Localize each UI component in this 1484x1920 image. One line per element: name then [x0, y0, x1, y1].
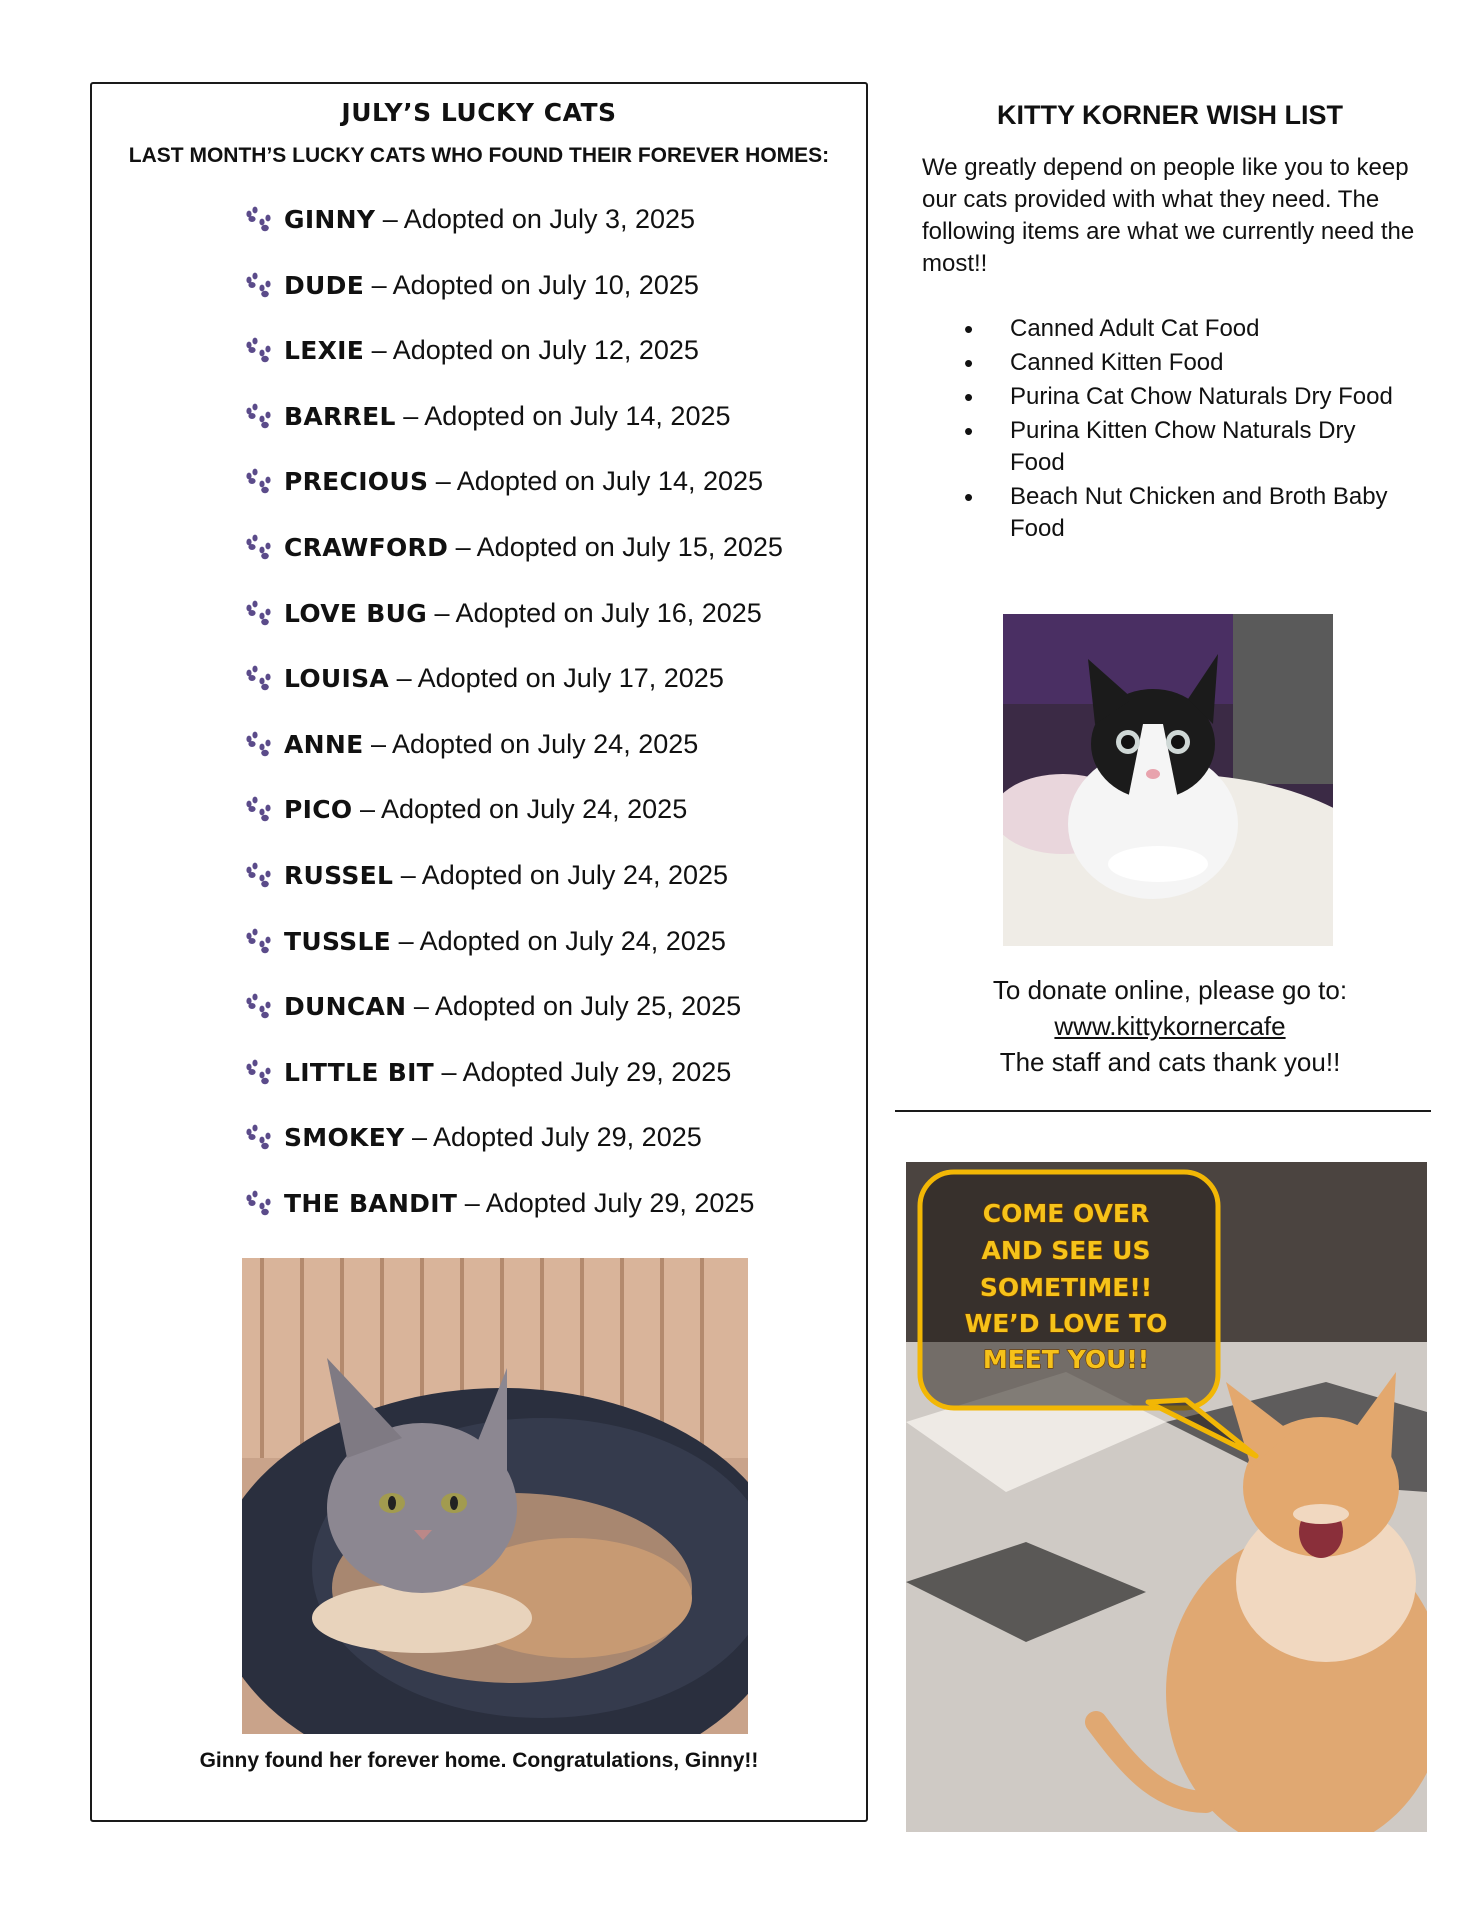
adoption-item: [244, 1186, 783, 1252]
bubble-line: AND SEE US: [981, 1236, 1151, 1265]
cat-name: THE BANDIT: [284, 1188, 458, 1218]
wish-list-item: • Canned Kitten Food: [1010, 347, 1410, 379]
adoption-date: – Adopted on July 3, 2025: [375, 204, 696, 234]
adoption-item: [244, 924, 783, 990]
adoption-date: – Adopted on July 15, 2025: [448, 531, 783, 562]
adoption-item: [244, 858, 783, 924]
adoption-list: [244, 202, 783, 1252]
ginny-caption: Ginny found her forever home. Congratulations, Ginny!!: [199, 1749, 759, 1772]
bubble-line: MEET YOU!!: [982, 1345, 1150, 1374]
section-divider: [895, 1110, 1431, 1112]
orange-cat-photo: [906, 1162, 1427, 1832]
paw-print-icon: [244, 731, 274, 759]
adoption-date: – Adopted July 29, 2025: [434, 1056, 732, 1087]
wish-list-title: KITTY KORNER WISH LIST: [996, 100, 1343, 130]
adoption-item: [244, 202, 783, 268]
cat-name: GINNY: [284, 205, 376, 234]
adoption-item: [244, 727, 783, 793]
adoption-item: [244, 268, 783, 334]
paw-print-icon: [244, 665, 274, 693]
paw-print-icon: [244, 534, 274, 562]
lucky-cats-title: JULY’S LUCKY CATS: [341, 98, 617, 127]
adoption-item: [244, 530, 783, 596]
adoption-date: – Adopted on July 24, 2025: [363, 728, 699, 759]
adoption-date: – Adopted on July 14, 2025: [395, 400, 731, 431]
ginny-cat-photo: [242, 1258, 748, 1734]
adoption-date: – Adopted on July 24, 2025: [393, 859, 729, 890]
paw-print-icon: [244, 272, 274, 300]
wish-list-item: • Canned Adult Cat Food: [1010, 313, 1410, 345]
thanks-text: The staff and cats thank you!!: [999, 1047, 1341, 1077]
paw-print-icon: [244, 1190, 274, 1218]
adoption-date: – Adopted on July 10, 2025: [364, 269, 699, 300]
paw-print-icon: [244, 796, 274, 824]
cat-name: DUNCAN: [284, 992, 407, 1022]
kitten-photo: [1003, 614, 1333, 946]
paw-print-icon: [244, 1059, 274, 1087]
donate-link[interactable]: www.kittykornercafe: [1054, 1011, 1286, 1041]
donate-text: To donate online, please go to:: [992, 975, 1348, 1005]
wish-list: [1010, 313, 1410, 547]
cat-name: DUDE: [284, 270, 365, 300]
paw-print-icon: [244, 403, 274, 431]
adoption-item: [244, 399, 783, 465]
adoption-date: – Adopted on July 24, 2025: [352, 794, 688, 825]
donate-block: [900, 972, 1440, 1080]
lucky-cats-subtitle: LAST MONTH’S LUCKY CATS WHO FOUND THEIR FOREVER HOMES:: [128, 144, 830, 167]
adoption-item: [244, 792, 783, 858]
cat-name: LEXIE: [284, 336, 365, 366]
adoption-item: [244, 1055, 783, 1121]
adoption-date: – Adopted on July 16, 2025: [427, 597, 762, 628]
adoption-item: [244, 989, 783, 1055]
cat-name: LOVE BUG: [284, 598, 428, 628]
bubble-line: COME OVER: [982, 1199, 1150, 1228]
adoption-date: – Adopted on July 24, 2025: [391, 925, 726, 956]
bubble-line: WE’D LOVE TO: [964, 1309, 1168, 1338]
cat-name: SMOKEY: [284, 1123, 405, 1153]
adoption-date: – Adopted on July 14, 2025: [428, 466, 764, 497]
adoption-date: – Adopted July 29, 2025: [404, 1122, 702, 1153]
adoption-date: – Adopted on July 12, 2025: [364, 335, 699, 366]
adoption-item: [244, 464, 783, 530]
adoption-date: – Adopted on July 17, 2025: [389, 663, 724, 694]
adoption-date: – Adopted July 29, 2025: [457, 1187, 755, 1218]
bubble-line: SOMETIME!!: [979, 1273, 1153, 1302]
paw-print-icon: [244, 993, 274, 1021]
cat-name: PICO: [284, 795, 353, 825]
cat-name: BARREL: [284, 401, 396, 431]
paw-print-icon: [244, 862, 274, 890]
cat-name: LOUISA: [284, 664, 390, 694]
wish-list-intro: We greatly depend on people like you to keep our cats provided with what they need. The following items are what we currently need the most!!: [922, 154, 1415, 277]
cat-name: PRECIOUS: [284, 467, 429, 497]
paw-print-icon: [244, 206, 274, 234]
cat-name: LITTLE BIT: [284, 1057, 435, 1087]
paw-print-icon: [244, 600, 274, 628]
cat-name: ANNE: [284, 729, 364, 759]
cat-name: TUSSLE: [284, 926, 392, 956]
wish-list-item: • Beach Nut Chicken and Broth Baby Food: [1010, 481, 1410, 545]
wish-list-item: • Purina Cat Chow Naturals Dry Food: [1010, 381, 1410, 413]
adoption-item: [244, 596, 783, 662]
paw-print-icon: [244, 928, 274, 956]
adoption-date: – Adopted on July 25, 2025: [406, 991, 742, 1022]
lucky-cats-panel: [90, 82, 868, 1822]
cat-name: CRAWFORD: [284, 532, 449, 562]
adoption-item: [244, 1120, 783, 1186]
paw-print-icon: [244, 1124, 274, 1152]
adoption-item: [244, 661, 783, 727]
adoption-item: [244, 333, 783, 399]
paw-print-icon: [244, 337, 274, 365]
wish-list-item: • Purina Kitten Chow Naturals Dry Food: [1010, 415, 1410, 479]
cat-name: RUSSEL: [284, 860, 394, 890]
paw-print-icon: [244, 468, 274, 496]
